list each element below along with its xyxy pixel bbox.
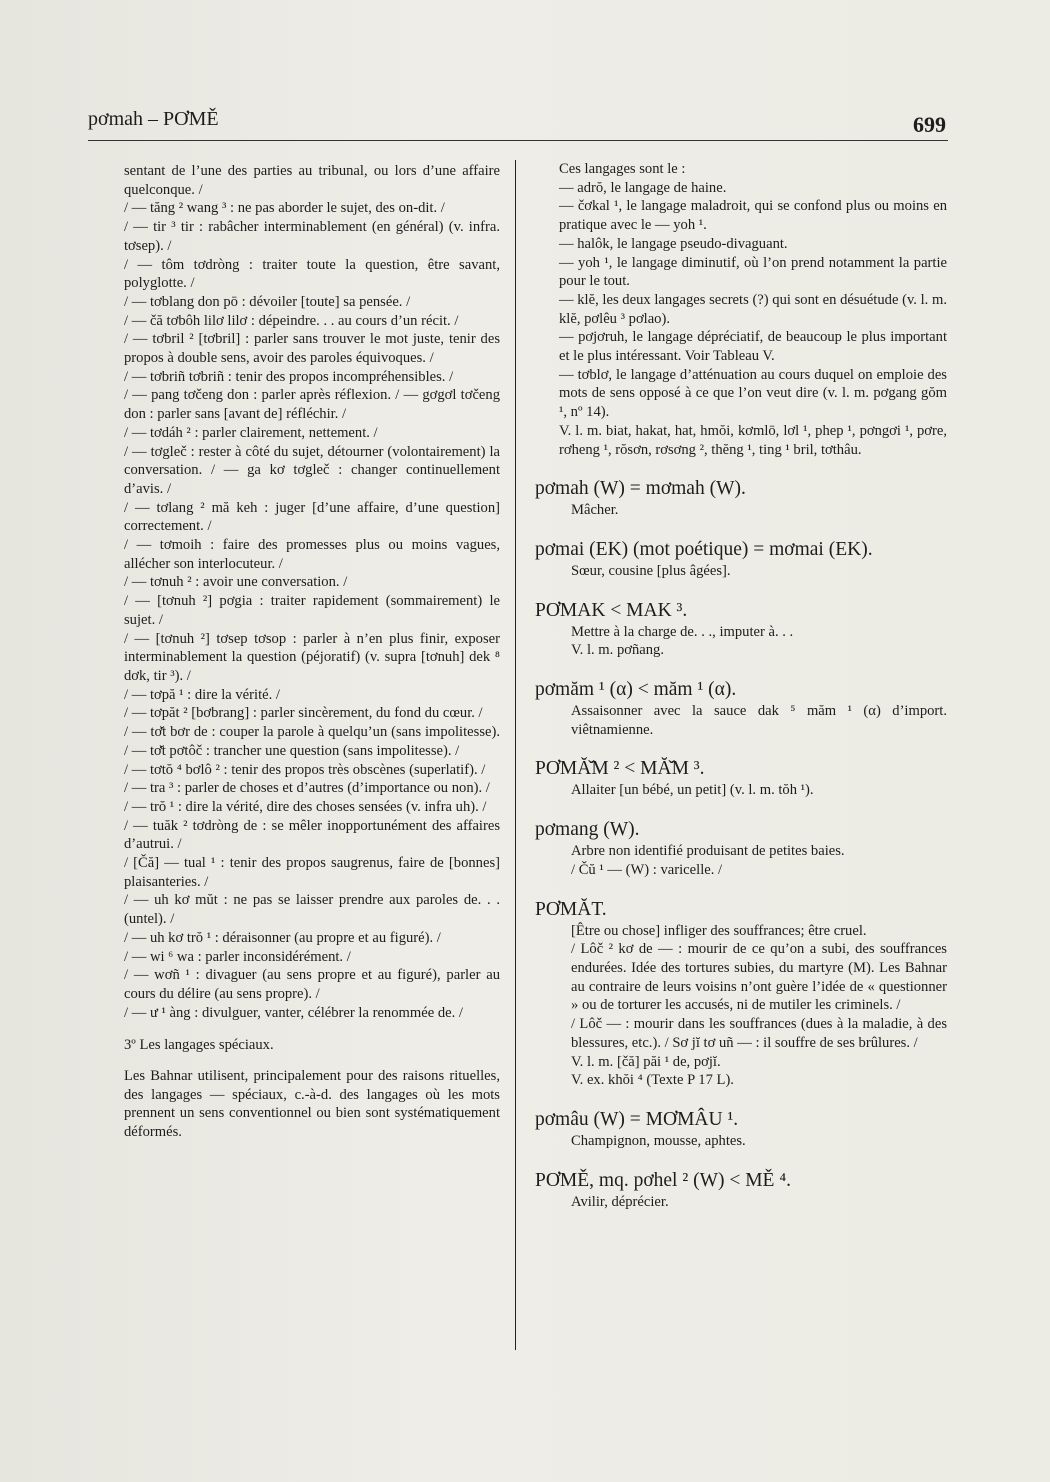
entry-headword: pơmăm ¹ (α) < măm ¹ (α). (535, 679, 737, 701)
text-line: / — tơ̆t bơr de : couper la parole à quelqu’un (sans impolitesse). / — tơ̆t pơtôč : trancher une question (sans impolitesse). / (124, 724, 500, 759)
text-line: / — tir ³ tir : rabâcher interminablement (en général) (v. infra. tơsep). / (124, 219, 500, 254)
entry-definition: / Čŭ ¹ — (W) : varicelle. / (571, 861, 723, 878)
entry-headword: pơmâu (W) = MƠMÂU ¹. (535, 1108, 739, 1130)
entry-definition: V. l. m. [čă] păi ¹ de, pơjĭ. (571, 1053, 721, 1070)
text-line: / — pang tơčeng don : parler après réflexion. / — gơgơl tơčeng don : parler sans [avant de] réfléchir. / (124, 387, 500, 423)
entry-definition: Sœur, cousine [plus âgées]. (571, 562, 731, 579)
text-line: / — tơblang don pō : dévoiler [toute] sa pensée. / (124, 293, 411, 310)
text-line: V. l. m. biat, hakat, hat, hmŏi, kơmlō, lơl ¹, phep ¹, pơngơi ¹, pơre, rơheng ¹, rŏsơn, rơsơng ², thĕng ¹, ting ¹ bril, tơthâu. (559, 422, 947, 458)
entry-definition: Mâcher. (571, 502, 619, 519)
text-line: / — tra ³ : parler de choses et d’autres (d’importance ou non). / (124, 780, 490, 797)
text-line: — klĕ, les deux langages secrets (?) qui sont en désuétude (v. l. m. klĕ, pơlêu ³ pơlao). (559, 291, 947, 327)
left-column (124, 162, 500, 1142)
entry-definition: [Être ou chose] infliger des souffrances; être cruel. (571, 922, 867, 939)
dictionary-entry (535, 757, 947, 800)
entry-headword: PƠMĂT. (535, 898, 607, 920)
entry-definition: Avilir, déprécier. (571, 1193, 669, 1210)
entry-definition: V. l. m. pơñang. (571, 642, 664, 659)
right-column (535, 160, 947, 1211)
dictionary-entry (535, 1169, 947, 1212)
entry-headword: PƠMĚ, mq. pơhel ² (W) < MĚ ⁴. (535, 1169, 792, 1191)
text-line: — tơblơ, le langage d’atténuation au cours duquel on emploie des mots de sens opposé à ce que l’on veut dire (v. l. m. pơgang gŏm ¹, nº 14). (559, 366, 947, 421)
text-line: / — uh kơ mŭt : ne pas se laisser prendre aux paroles de. . . (untel). / (124, 892, 500, 928)
entry-definition: Arbre non identifié produisant de petites baies. (571, 843, 845, 860)
text-line: / — tơlang ² mă keh : juger [d’une affaire, d’une question] correctement. / (124, 499, 500, 535)
entry-headword: PƠMĂ̌M ² < MĂ̌M ³. (535, 758, 705, 780)
entry-definition: Assaisonner avec la sauce dak ⁵ măm ¹ (α) d’import. viêtnamienne. (571, 703, 947, 738)
text-line: / — tơdáh ² : parler clairement, nettement. / (124, 424, 378, 441)
text-line: sentant de l’une des parties au tribunal, ou lors d’une affaire quelconque. / (124, 163, 500, 198)
dictionary-entry (535, 818, 947, 879)
text-line: / — tơbriñ tơbriñ : tenir des propos incompréhensibles. / (124, 368, 454, 385)
entry-headword: PƠMAK < MAK ³. (535, 599, 688, 621)
intro-list (535, 160, 947, 459)
text-line: Ces langages sont le : (559, 161, 686, 177)
text-line: / — [tơnuh ²] pơgia : traiter rapidement (sommairement) le sujet. / (124, 593, 500, 628)
entry-headword: pơmai (EK) (mot poétique) = mơmai (EK). (535, 538, 873, 560)
entry-definition: Allaiter [un bébé, un petit] (v. l. m. tŏh ¹). (571, 782, 814, 799)
text-line: / — wơñ ¹ : divaguer (au sens propre et au figuré), parler au cours du délire (au sens propre). / (124, 967, 500, 1002)
text-line: / — tơtŏ ⁴ bơlô ² : tenir des propos très obscènes (superlatif). / (124, 761, 486, 778)
text-line: / — wi ⁶ wa : parler inconsidérément. / (124, 948, 351, 965)
text-line: — čơkal ¹, le langage maladroit, qui se confond plus ou moins en pratique avec le — yoh ¹. (559, 198, 947, 234)
entry-headword: pơmah (W) = mơmah (W). (535, 478, 746, 500)
text-line: / — tơpă ¹ : dire la vérité. / (124, 686, 280, 703)
text-line: / — tăng ² wang ³ : ne pas aborder le sujet, des on-dit. / (124, 200, 445, 217)
dictionary-entry (535, 538, 947, 581)
text-line: / — tơbril ² [tơbril] : parler sans trouver le mot juste, tenir des propos à double sens, avoir des paroles équivoques. / (124, 331, 500, 367)
text-line: / — tuăk ² tơdròng de : se mêler inopportunément des affaires d’autrui. / (124, 817, 500, 853)
text-line: / — čă tơbôh lilơ lilơ : dépeindre. . . au cours d’un récit. / (124, 312, 459, 329)
dictionary-entry (535, 599, 947, 660)
text-line: / — tôm tơdròng : traiter toute la question, être savant, polyglotte. / (124, 256, 500, 292)
section-title: 3º Les langages spéciaux. (124, 1037, 274, 1054)
entry-definition: / Lôč ² kơ de — : mourir de ce qu’on a subi, des souffrances endurées. Idée des tortures subies, du martyre (M). Les Bahnar au contraire de leurs voisins n’ont guère l’idée de « questionner » ou de torturer les accusés, ni de mutiler les criminels. / (571, 941, 947, 1014)
text-line: — halôk, le langage pseudo-divaguant. (559, 235, 788, 252)
section-paragraph: Les Bahnar utilisent, principalement pour des raisons rituelles, des langages — spéciaux, c.-à-d. des langages où les mots prennent un sens conventionnel ou bien sont systématiquement déformés. (124, 1068, 500, 1141)
text-line: / — trŏ ¹ : dire la vérité, dire des choses sensées (v. infra uh). / (124, 798, 487, 815)
entry-definition: / Lôč — : mourir dans les souffrances (dues à la maladie, à des blessures, etc.). / Sơ jĭ tơ uñ — : il souffre de ses brûlures. / (571, 1016, 947, 1051)
page-number: 699 (913, 112, 946, 137)
text-line: — yoh ¹, le langage diminutif, où l’on prend notamment la partie pour le tout. (559, 254, 947, 290)
text-line: / — ư ¹ àng : divulguer, vanter, célébrer la renommée de. / (124, 1004, 463, 1021)
text-line: / — tơmoih : faire des promesses plus ou moins vagues, allécher son interlocuteur. / (124, 537, 500, 572)
running-head: pơmah – PƠMĚ (88, 108, 219, 130)
entry-definition: Champignon, mousse, aphtes. (571, 1132, 746, 1149)
entry-definition: Mettre à la charge de. . ., imputer à. . . (571, 623, 794, 640)
entry-definition: V. ex. khŏi ⁴ (Texte P 17 L). (571, 1072, 734, 1089)
text-line: / — uh kơ trŏ ¹ : déraisonner (au propre et au figuré). / (124, 929, 441, 946)
dictionary-entry (535, 477, 947, 520)
text-line: / — [tơnuh ²] tơsep tơsop : parler à n’en plus finir, exposer interminablement la question (péjoratif) (v. supra [tơnuh] dek ⁸ dơk, tir ³). / (124, 630, 500, 684)
page-header (88, 108, 948, 141)
text-line: / — tơnuh ² : avoir une conversation. / (124, 574, 348, 591)
text-line: / [Čă] — tual ¹ : tenir des propos saugrenus, faire de [bonnes] plaisanteries. / (124, 855, 500, 890)
dictionary-entry (535, 678, 947, 739)
text-line: — adrŏ, le langage de haine. (559, 179, 727, 196)
text-line: — pơjơruh, le langage dépréciatif, de beaucoup le plus important et le plus intéressant. Voir Tableau V. (559, 329, 947, 365)
entry-headword: pơmang (W). (535, 819, 640, 841)
text-line: / — tơgleč : rester à côté du sujet, détourner (volontairement) la conversation. / — ga kơ tơgleč : changer continuellement d’avis. / (124, 443, 500, 497)
text-line: / — tơpăt ² [bơbrang] : parler sincèrement, du fond du cœur. / (124, 705, 483, 722)
dictionary-entry (535, 898, 947, 1090)
column-divider (515, 160, 516, 1350)
dictionary-entry (535, 1108, 947, 1151)
